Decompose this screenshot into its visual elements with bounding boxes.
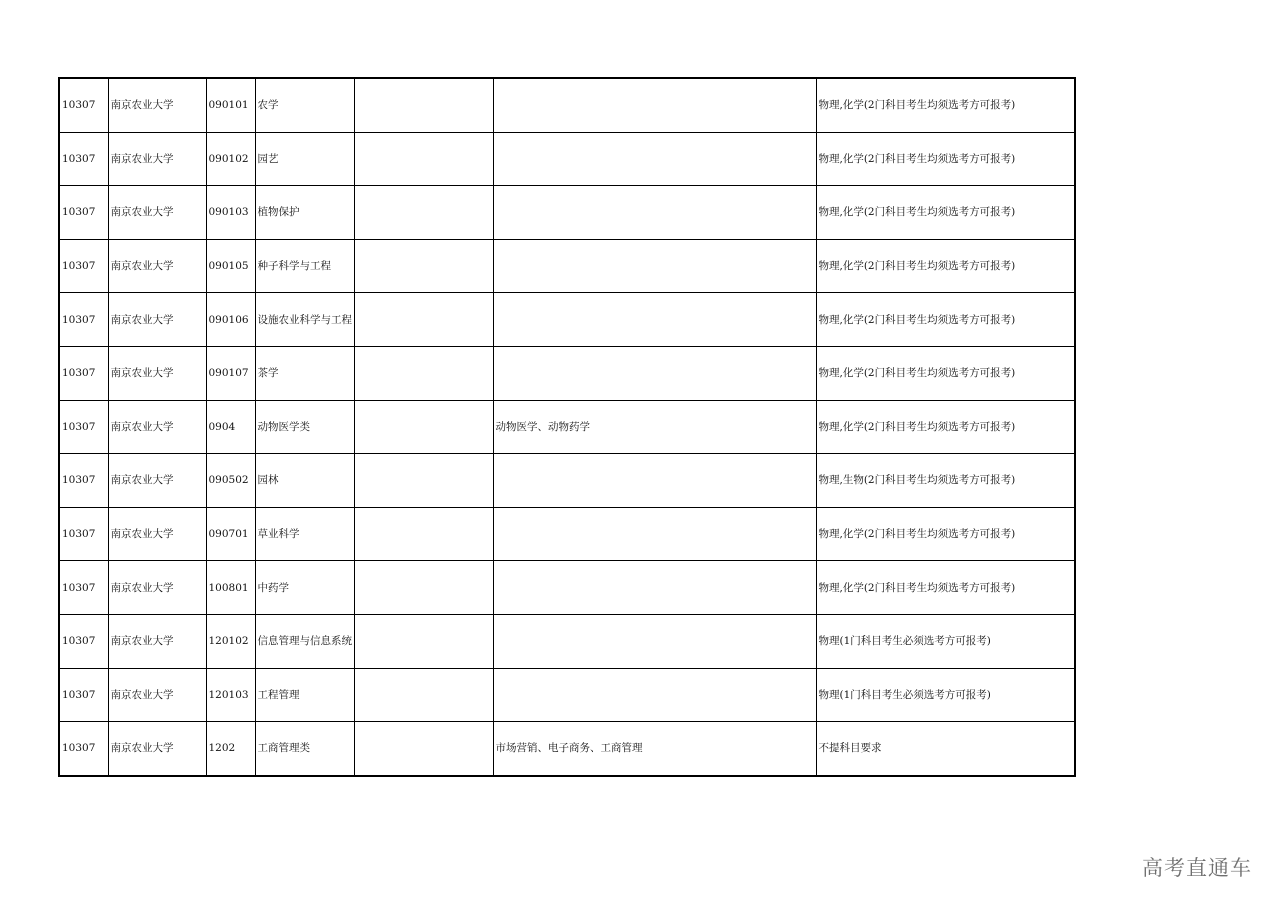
school-code-cell: 10307 xyxy=(59,614,108,668)
major-code-cell: 0904 xyxy=(206,400,255,454)
school-code-cell: 10307 xyxy=(59,722,108,776)
included-majors-cell xyxy=(493,614,816,668)
table-row xyxy=(59,186,1075,240)
major-name-cell: 动物医学类 xyxy=(255,400,354,454)
school-name-cell: 南京农业大学 xyxy=(108,132,206,186)
table-row xyxy=(59,78,1075,132)
major-name-cell: 园林 xyxy=(255,454,354,508)
table-body xyxy=(59,78,1075,776)
major-name-cell: 园艺 xyxy=(255,132,354,186)
school-name-cell: 南京农业大学 xyxy=(108,454,206,508)
subject-requirement-cell: 物理,化学(2门科目考生均须选考方可报考) xyxy=(816,186,1075,240)
table-row xyxy=(59,722,1075,776)
included-majors-cell xyxy=(493,668,816,722)
school-name-cell: 南京农业大学 xyxy=(108,186,206,240)
included-majors-cell xyxy=(493,239,816,293)
subject-requirement-cell: 物理(1门科目考生必须选考方可报考) xyxy=(816,668,1075,722)
table-row xyxy=(59,454,1075,508)
table-row xyxy=(59,561,1075,615)
included-majors-cell xyxy=(493,293,816,347)
school-name-cell: 南京农业大学 xyxy=(108,507,206,561)
note-cell xyxy=(354,346,493,400)
subject-requirement-cell: 物理,生物(2门科目考生均须选考方可报考) xyxy=(816,454,1075,508)
school-name-cell: 南京农业大学 xyxy=(108,561,206,615)
included-majors-cell xyxy=(493,186,816,240)
major-requirements-table xyxy=(58,77,1076,777)
subject-requirement-cell: 物理,化学(2门科目考生均须选考方可报考) xyxy=(816,239,1075,293)
included-majors-cell xyxy=(493,561,816,615)
table-row xyxy=(59,400,1075,454)
school-code-cell: 10307 xyxy=(59,132,108,186)
note-cell xyxy=(354,561,493,615)
note-cell xyxy=(354,722,493,776)
school-code-cell: 10307 xyxy=(59,507,108,561)
subject-requirement-cell: 物理,化学(2门科目考生均须选考方可报考) xyxy=(816,78,1075,132)
major-name-cell: 种子科学与工程 xyxy=(255,239,354,293)
major-name-cell: 设施农业科学与工程 xyxy=(255,293,354,347)
note-cell xyxy=(354,400,493,454)
major-name-cell: 工程管理 xyxy=(255,668,354,722)
school-name-cell: 南京农业大学 xyxy=(108,614,206,668)
school-code-cell: 10307 xyxy=(59,239,108,293)
note-cell xyxy=(354,78,493,132)
major-code-cell: 090103 xyxy=(206,186,255,240)
note-cell xyxy=(354,668,493,722)
major-code-cell: 090502 xyxy=(206,454,255,508)
major-name-cell: 茶学 xyxy=(255,346,354,400)
note-cell xyxy=(354,454,493,508)
included-majors-cell xyxy=(493,454,816,508)
included-majors-cell xyxy=(493,132,816,186)
included-majors-cell xyxy=(493,507,816,561)
table-row xyxy=(59,346,1075,400)
school-code-cell: 10307 xyxy=(59,454,108,508)
note-cell xyxy=(354,186,493,240)
school-name-cell: 南京农业大学 xyxy=(108,668,206,722)
school-code-cell: 10307 xyxy=(59,186,108,240)
major-name-cell: 工商管理类 xyxy=(255,722,354,776)
included-majors-cell xyxy=(493,346,816,400)
note-cell xyxy=(354,239,493,293)
included-majors-cell xyxy=(493,78,816,132)
major-code-cell: 1202 xyxy=(206,722,255,776)
school-name-cell: 南京农业大学 xyxy=(108,400,206,454)
major-name-cell: 信息管理与信息系统 xyxy=(255,614,354,668)
table-row xyxy=(59,293,1075,347)
subject-requirement-cell: 物理(1门科目考生必须选考方可报考) xyxy=(816,614,1075,668)
major-code-cell: 090101 xyxy=(206,78,255,132)
major-code-cell: 120102 xyxy=(206,614,255,668)
school-name-cell: 南京农业大学 xyxy=(108,239,206,293)
major-code-cell: 090105 xyxy=(206,239,255,293)
table-row xyxy=(59,239,1075,293)
table-row xyxy=(59,507,1075,561)
major-code-cell: 090106 xyxy=(206,293,255,347)
note-cell xyxy=(354,507,493,561)
major-code-cell: 090701 xyxy=(206,507,255,561)
note-cell xyxy=(354,614,493,668)
table-row xyxy=(59,668,1075,722)
school-name-cell: 南京农业大学 xyxy=(108,722,206,776)
school-code-cell: 10307 xyxy=(59,346,108,400)
school-code-cell: 10307 xyxy=(59,668,108,722)
subject-requirement-cell: 物理,化学(2门科目考生均须选考方可报考) xyxy=(816,561,1075,615)
school-code-cell: 10307 xyxy=(59,400,108,454)
note-cell xyxy=(354,132,493,186)
major-code-cell: 090107 xyxy=(206,346,255,400)
school-code-cell: 10307 xyxy=(59,293,108,347)
major-code-cell: 090102 xyxy=(206,132,255,186)
school-name-cell: 南京农业大学 xyxy=(108,346,206,400)
major-name-cell: 中药学 xyxy=(255,561,354,615)
major-name-cell: 植物保护 xyxy=(255,186,354,240)
major-name-cell: 草业科学 xyxy=(255,507,354,561)
school-name-cell: 南京农业大学 xyxy=(108,293,206,347)
table-row xyxy=(59,132,1075,186)
note-cell xyxy=(354,293,493,347)
subject-requirement-cell: 物理,化学(2门科目考生均须选考方可报考) xyxy=(816,346,1075,400)
subject-requirement-cell: 物理,化学(2门科目考生均须选考方可报考) xyxy=(816,293,1075,347)
subject-requirement-cell: 不提科目要求 xyxy=(816,722,1075,776)
school-code-cell: 10307 xyxy=(59,78,108,132)
watermark-text: 高考直通车 xyxy=(1142,856,1252,880)
included-majors-cell: 动物医学、动物药学 xyxy=(493,400,816,454)
school-code-cell: 10307 xyxy=(59,561,108,615)
major-code-cell: 100801 xyxy=(206,561,255,615)
subject-requirement-cell: 物理,化学(2门科目考生均须选考方可报考) xyxy=(816,132,1075,186)
subject-requirement-cell: 物理,化学(2门科目考生均须选考方可报考) xyxy=(816,507,1075,561)
subject-requirement-cell: 物理,化学(2门科目考生均须选考方可报考) xyxy=(816,400,1075,454)
school-name-cell: 南京农业大学 xyxy=(108,78,206,132)
table-row xyxy=(59,614,1075,668)
major-name-cell: 农学 xyxy=(255,78,354,132)
major-code-cell: 120103 xyxy=(206,668,255,722)
included-majors-cell: 市场营销、电子商务、工商管理 xyxy=(493,722,816,776)
